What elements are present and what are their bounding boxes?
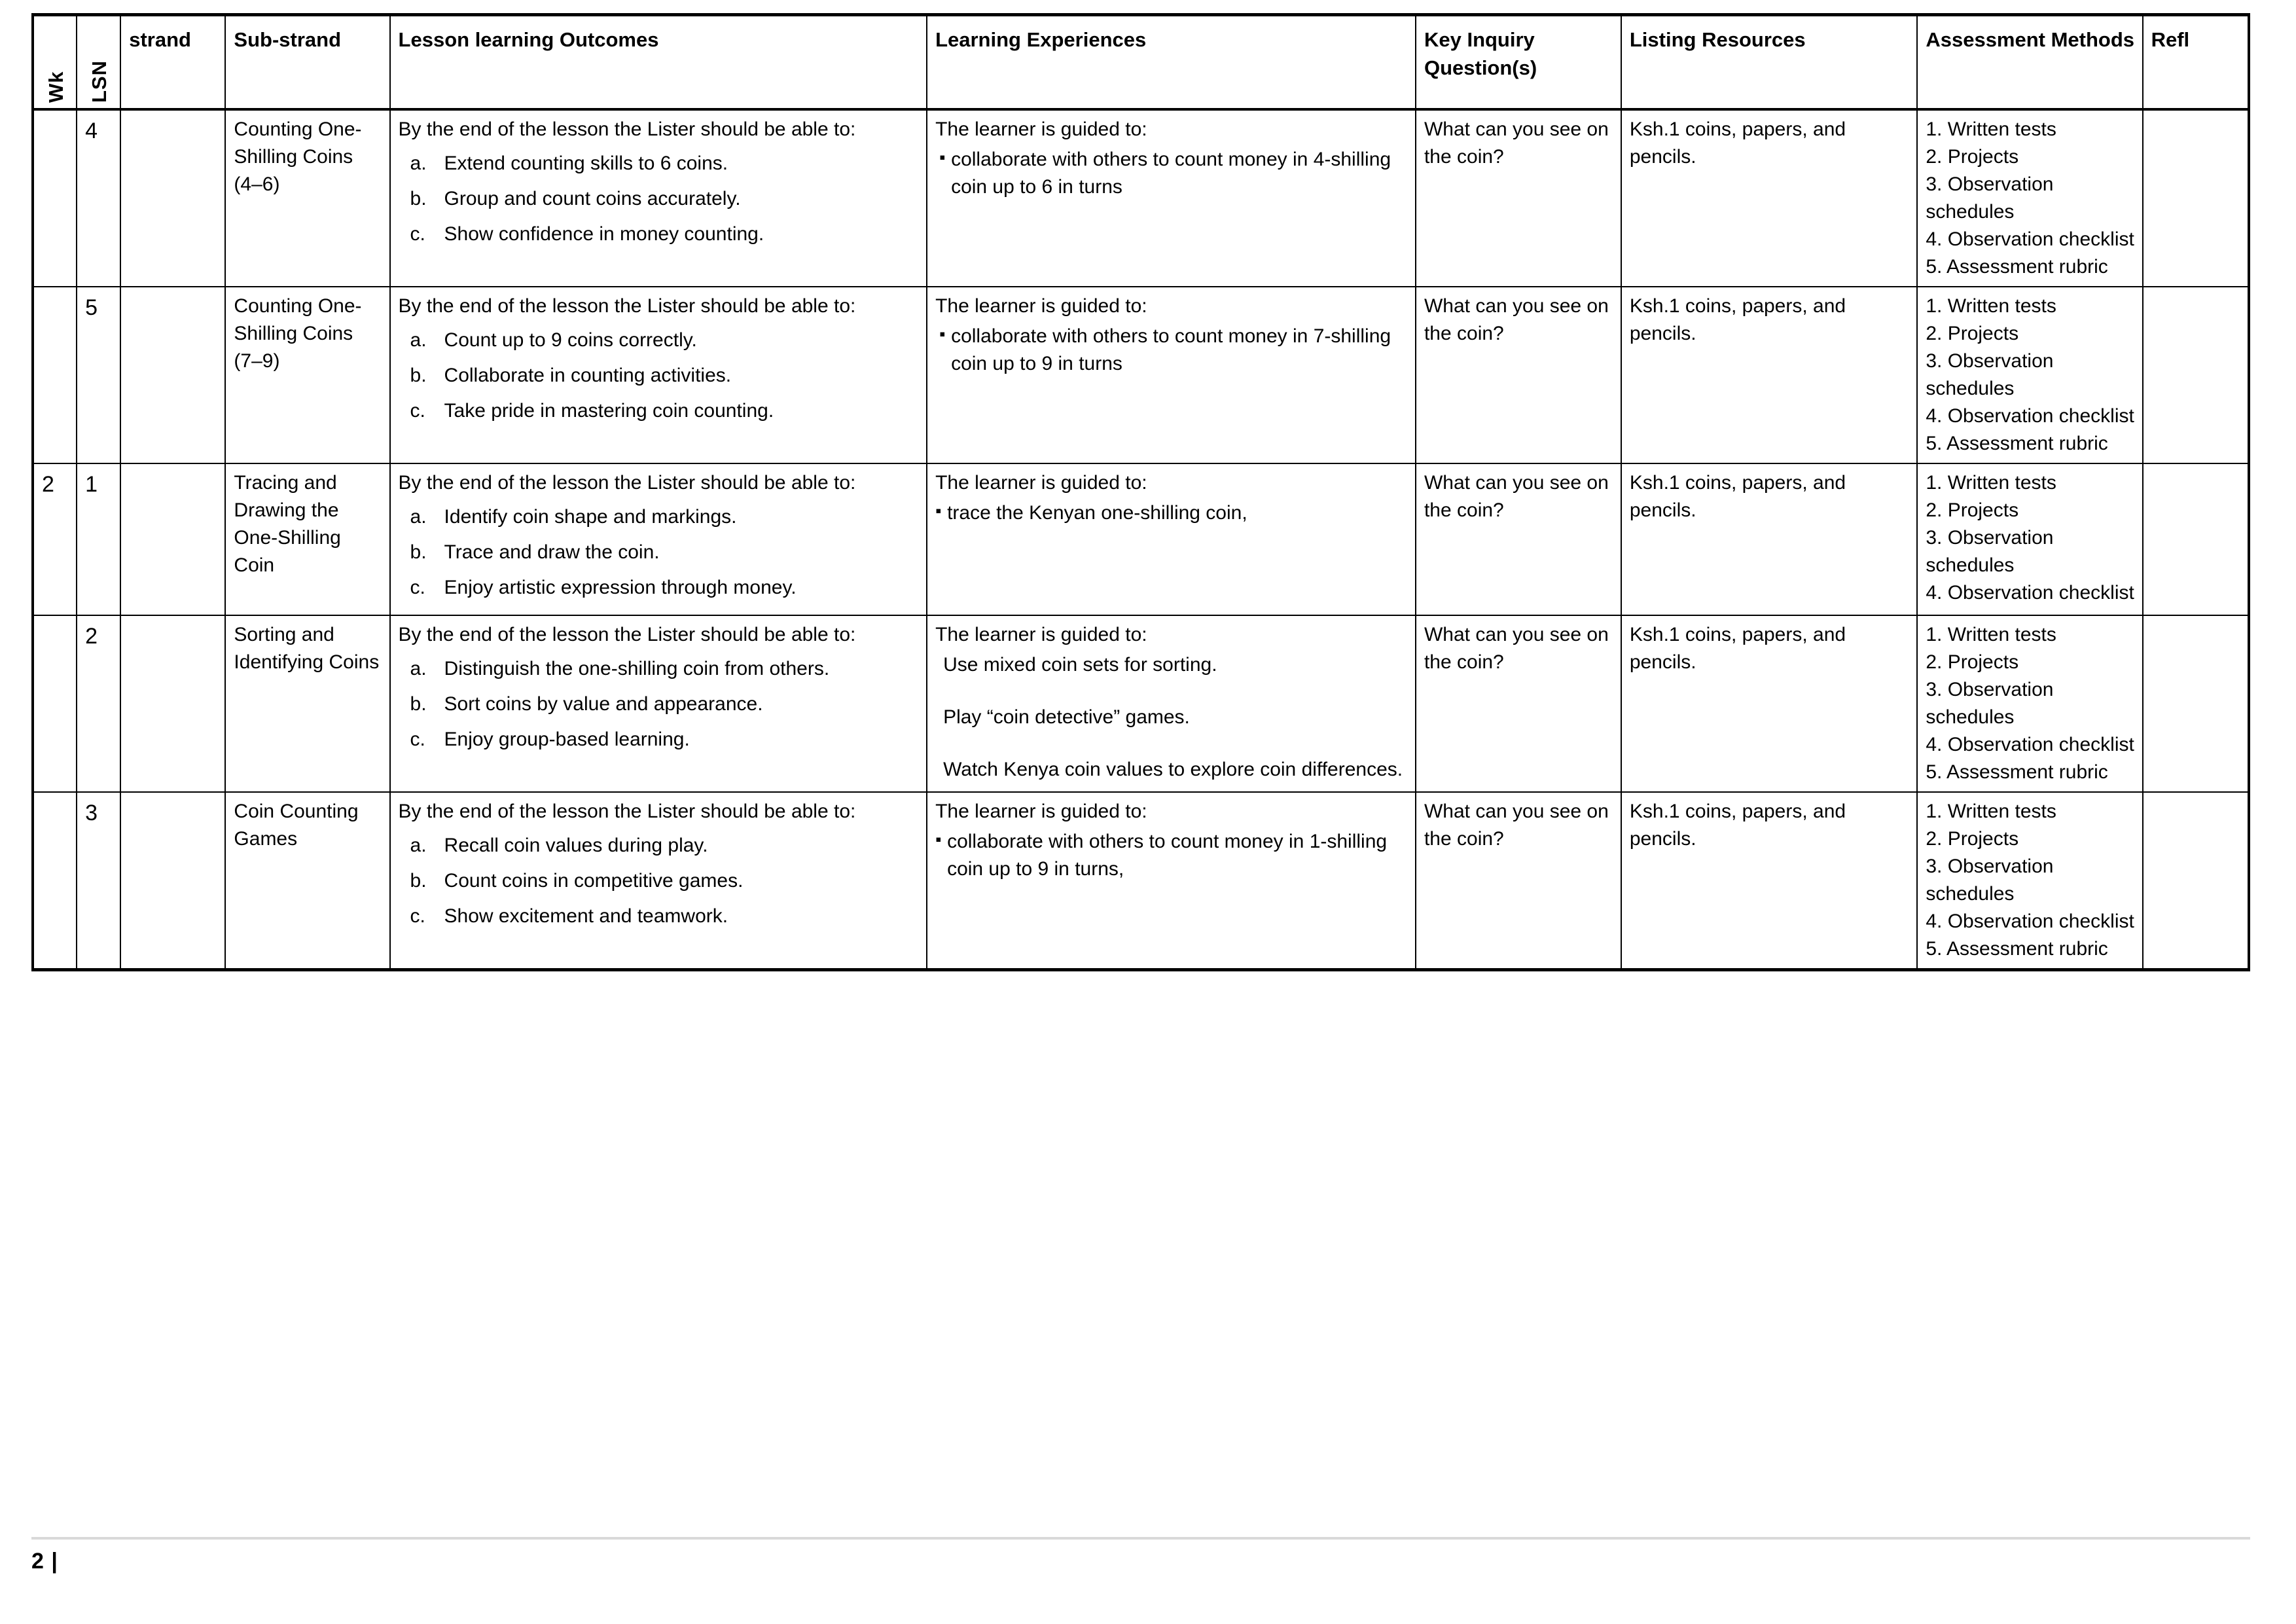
column-header-key-inquiry-label: Key Inquiry Question(s) [1424, 28, 1537, 80]
column-header-sub-strand-label: Sub-strand [234, 28, 342, 51]
cell-sub-strand: Sorting and Identifying Coins [225, 615, 389, 792]
outcome-item [399, 327, 920, 354]
column-header-assessment [1917, 15, 2142, 110]
column-header-assessment-label: Assessment Methods [1926, 28, 2135, 51]
footer-divider [31, 1537, 2250, 1540]
table-body [33, 109, 2249, 970]
assessment-method-list [1926, 293, 2135, 458]
table-row [33, 792, 2249, 970]
outcome-text: Recall coin values during play. [444, 835, 708, 856]
cell-listing-resources: Ksh.1 coins, papers, and pencils. [1621, 615, 1917, 792]
column-header-lsn-label: LSN [88, 60, 111, 103]
cell-lesson-outcomes [390, 792, 927, 970]
outcome-item [399, 397, 920, 425]
cell-learning-experiences [927, 792, 1416, 970]
cell-learning-experiences [927, 615, 1416, 792]
page-footer [31, 1537, 2250, 1574]
table-header-row [33, 15, 2249, 110]
cell-lesson-outcomes [390, 287, 927, 463]
experience-stem: The learner is guided to: [935, 118, 1147, 140]
cell-key-inquiry-question: What can you see on the coin? [1416, 615, 1621, 792]
outcome-text: Identify coin shape and markings. [444, 506, 737, 528]
table-row [33, 287, 2249, 463]
outcome-text: Take pride in mastering coin counting. [444, 400, 774, 422]
cell-strand [120, 615, 225, 792]
scheme-of-work-table [31, 13, 2250, 971]
outcome-item [399, 903, 920, 930]
cell-reflection [2143, 615, 2249, 792]
outcome-text: Trace and draw the coin. [444, 541, 660, 563]
column-header-outcomes-label: Lesson learning Outcomes [398, 28, 659, 51]
assessment-method-item: 5. Assessment rubric [1926, 938, 2108, 960]
outcome-marker: a. [410, 658, 427, 679]
column-header-key-inquiry [1416, 15, 1621, 110]
outcome-item [399, 691, 920, 718]
column-header-experiences [927, 15, 1416, 110]
cell-lesson-outcomes [390, 615, 927, 792]
outcome-text: Show confidence in money counting. [444, 223, 764, 245]
experience-stem: The learner is guided to: [935, 472, 1147, 494]
outcome-marker: b. [410, 541, 427, 563]
cell-listing-resources: Ksh.1 coins, papers, and pencils. [1621, 792, 1917, 970]
outcome-list [399, 503, 920, 602]
cell-sub-strand: Counting One-Shilling Coins (4–6) [225, 109, 389, 287]
cell-reflection [2143, 792, 2249, 970]
outcome-item [399, 362, 920, 389]
page-number: 2 | [31, 1549, 58, 1574]
outcome-marker: c. [410, 400, 425, 422]
assessment-method-list [1926, 798, 2135, 963]
cell-week [33, 287, 77, 463]
outcome-item [399, 655, 920, 683]
outcome-text: Collaborate in counting activities. [444, 365, 732, 386]
column-header-refl [2143, 15, 2249, 110]
cell-listing-resources: Ksh.1 coins, papers, and pencils. [1621, 287, 1917, 463]
cell-assessment-methods [1917, 463, 2142, 615]
outcome-text: Show excitement and teamwork. [444, 905, 728, 927]
experience-bullet-list [935, 146, 1408, 201]
assessment-method-item: 2. Projects [1926, 146, 2019, 168]
outcome-item [399, 726, 920, 753]
outcome-text: Sort coins by value and appearance. [444, 693, 763, 715]
column-header-resources-label: Listing Resources [1629, 28, 1806, 51]
assessment-method-item: 3. Observation schedules [1926, 173, 2054, 223]
experience-bullet-item: ▪ collaborate with others to count money in 4-shilling coin up to 6 in turns [935, 146, 1408, 201]
column-header-lsn [77, 15, 120, 110]
experience-bullet-list [935, 499, 1408, 527]
outcome-marker: c. [410, 223, 425, 245]
cell-assessment-methods [1917, 615, 2142, 792]
cell-lesson-number: 3 [77, 792, 120, 970]
outcome-item [399, 539, 920, 566]
assessment-method-item: 5. Assessment rubric [1926, 761, 2108, 783]
cell-assessment-methods [1917, 792, 2142, 970]
assessment-method-item: 1. Written tests [1926, 801, 2056, 822]
outcome-item [399, 574, 920, 602]
cell-lesson-number: 4 [77, 109, 120, 287]
cell-lesson-number: 5 [77, 287, 120, 463]
cell-learning-experiences [927, 463, 1416, 615]
column-header-resources [1621, 15, 1917, 110]
experience-stem: The learner is guided to: [935, 624, 1147, 645]
cell-key-inquiry-question: What can you see on the coin? [1416, 287, 1621, 463]
assessment-method-item: 1. Written tests [1926, 295, 2056, 317]
assessment-method-list [1926, 116, 2135, 281]
outcome-list [399, 832, 920, 930]
outcome-marker: c. [410, 577, 425, 598]
cell-week [33, 792, 77, 970]
assessment-method-item: 1. Written tests [1926, 624, 2056, 645]
outcome-stem: By the end of the lesson the Lister should be able to: [398, 624, 856, 645]
outcome-item [399, 185, 920, 213]
cell-strand [120, 287, 225, 463]
outcome-stem: By the end of the lesson the Lister should be able to: [398, 801, 856, 822]
outcome-marker: a. [410, 329, 427, 351]
experience-paragraph-list [935, 651, 1408, 784]
column-header-experiences-label: Learning Experiences [935, 28, 1147, 51]
outcome-marker: a. [410, 153, 427, 174]
cell-reflection [2143, 287, 2249, 463]
assessment-method-item: 1. Written tests [1926, 472, 2056, 494]
outcome-item [399, 867, 920, 895]
cell-lesson-outcomes [390, 463, 927, 615]
experience-stem: The learner is guided to: [935, 295, 1147, 317]
assessment-method-item: 3. Observation schedules [1926, 350, 2054, 399]
assessment-method-item: 5. Assessment rubric [1926, 256, 2108, 278]
outcome-marker: a. [410, 506, 427, 528]
cell-week [33, 615, 77, 792]
experience-paragraph: Use mixed coin sets for sorting. [943, 654, 1217, 676]
cell-sub-strand: Counting One-Shilling Coins (7–9) [225, 287, 389, 463]
table-header [33, 15, 2249, 110]
cell-learning-experiences [927, 109, 1416, 287]
outcome-item [399, 503, 920, 531]
column-header-sub-strand [225, 15, 389, 110]
assessment-method-item: 4. Observation checklist [1926, 228, 2134, 250]
outcome-item [399, 832, 920, 859]
assessment-method-list [1926, 469, 2135, 607]
column-header-strand [120, 15, 225, 110]
table-row [33, 463, 2249, 615]
outcome-marker: b. [410, 870, 427, 892]
cell-key-inquiry-question: What can you see on the coin? [1416, 109, 1621, 287]
assessment-method-item: 2. Projects [1926, 323, 2019, 344]
outcome-marker: b. [410, 693, 427, 715]
assessment-method-item: 3. Observation schedules [1926, 527, 2054, 576]
column-header-refl-label: Refl [2151, 28, 2190, 51]
experience-paragraph: Play “coin detective” games. [943, 706, 1190, 728]
cell-lesson-number: 1 [77, 463, 120, 615]
outcome-text: Enjoy group-based learning. [444, 729, 690, 750]
assessment-method-item: 5. Assessment rubric [1926, 433, 2108, 454]
assessment-method-item: 2. Projects [1926, 828, 2019, 850]
outcome-list [399, 327, 920, 425]
column-header-wk-label: Wk [45, 71, 67, 103]
outcome-marker: c. [410, 905, 425, 927]
experience-stem: The learner is guided to: [935, 801, 1147, 822]
cell-key-inquiry-question: What can you see on the coin? [1416, 792, 1621, 970]
experience-bullet-list [935, 828, 1408, 883]
assessment-method-item: 4. Observation checklist [1926, 405, 2134, 427]
cell-listing-resources: Ksh.1 coins, papers, and pencils. [1621, 463, 1917, 615]
column-header-strand-label: strand [129, 28, 191, 51]
experience-paragraph: Watch Kenya coin values to explore coin differences. [943, 759, 1403, 780]
assessment-method-item: 2. Projects [1926, 499, 2019, 521]
experience-bullet-item: ▪ collaborate with others to count money in 1-shilling coin up to 9 in turns, [935, 828, 1408, 883]
column-header-wk [33, 15, 77, 110]
cell-reflection [2143, 109, 2249, 287]
cell-sub-strand: Tracing and Drawing the One-Shilling Coin [225, 463, 389, 615]
assessment-method-item: 3. Observation schedules [1926, 856, 2054, 905]
cell-assessment-methods [1917, 287, 2142, 463]
outcome-list [399, 150, 920, 248]
outcome-text: Distinguish the one-shilling coin from others. [444, 658, 830, 679]
outcome-marker: c. [410, 729, 425, 750]
table-row [33, 615, 2249, 792]
cell-week [33, 109, 77, 287]
outcome-marker: a. [410, 835, 427, 856]
assessment-method-item: 4. Observation checklist [1926, 582, 2134, 604]
outcome-stem: By the end of the lesson the Lister should be able to: [398, 295, 856, 317]
outcome-item [399, 221, 920, 248]
assessment-method-item: 2. Projects [1926, 651, 2019, 673]
cell-week: 2 [33, 463, 77, 615]
outcome-text: Count coins in competitive games. [444, 870, 744, 892]
outcome-stem: By the end of the lesson the Lister should be able to: [398, 472, 856, 494]
assessment-method-item: 4. Observation checklist [1926, 734, 2134, 755]
cell-reflection [2143, 463, 2249, 615]
cell-strand [120, 463, 225, 615]
assessment-method-item: 4. Observation checklist [1926, 911, 2134, 932]
experience-bullet-list [935, 323, 1408, 378]
assessment-method-list [1926, 621, 2135, 786]
outcome-list [399, 655, 920, 753]
experience-bullet-item: ▪ collaborate with others to count money in 7-shilling coin up to 9 in turns [935, 323, 1408, 378]
outcome-text: Count up to 9 coins correctly. [444, 329, 697, 351]
table-row [33, 109, 2249, 287]
outcome-marker: b. [410, 188, 427, 209]
column-header-outcomes [390, 15, 927, 110]
experience-bullet-item: ▪ trace the Kenyan one-shilling coin, [935, 499, 1408, 527]
assessment-method-item: 3. Observation schedules [1926, 679, 2054, 728]
outcome-text: Extend counting skills to 6 coins. [444, 153, 728, 174]
cell-learning-experiences [927, 287, 1416, 463]
assessment-method-item: 1. Written tests [1926, 118, 2056, 140]
cell-key-inquiry-question: What can you see on the coin? [1416, 463, 1621, 615]
cell-listing-resources: Ksh.1 coins, papers, and pencils. [1621, 109, 1917, 287]
cell-strand [120, 109, 225, 287]
cell-strand [120, 792, 225, 970]
scheme-of-work-table-wrapper [31, 13, 2250, 971]
cell-sub-strand: Coin Counting Games [225, 792, 389, 970]
cell-lesson-number: 2 [77, 615, 120, 792]
outcome-marker: b. [410, 365, 427, 386]
outcome-text: Enjoy artistic expression through money. [444, 577, 797, 598]
cell-assessment-methods [1917, 109, 2142, 287]
outcome-stem: By the end of the lesson the Lister should be able to: [398, 118, 856, 140]
cell-lesson-outcomes [390, 109, 927, 287]
outcome-item [399, 150, 920, 177]
outcome-text: Group and count coins accurately. [444, 188, 741, 209]
